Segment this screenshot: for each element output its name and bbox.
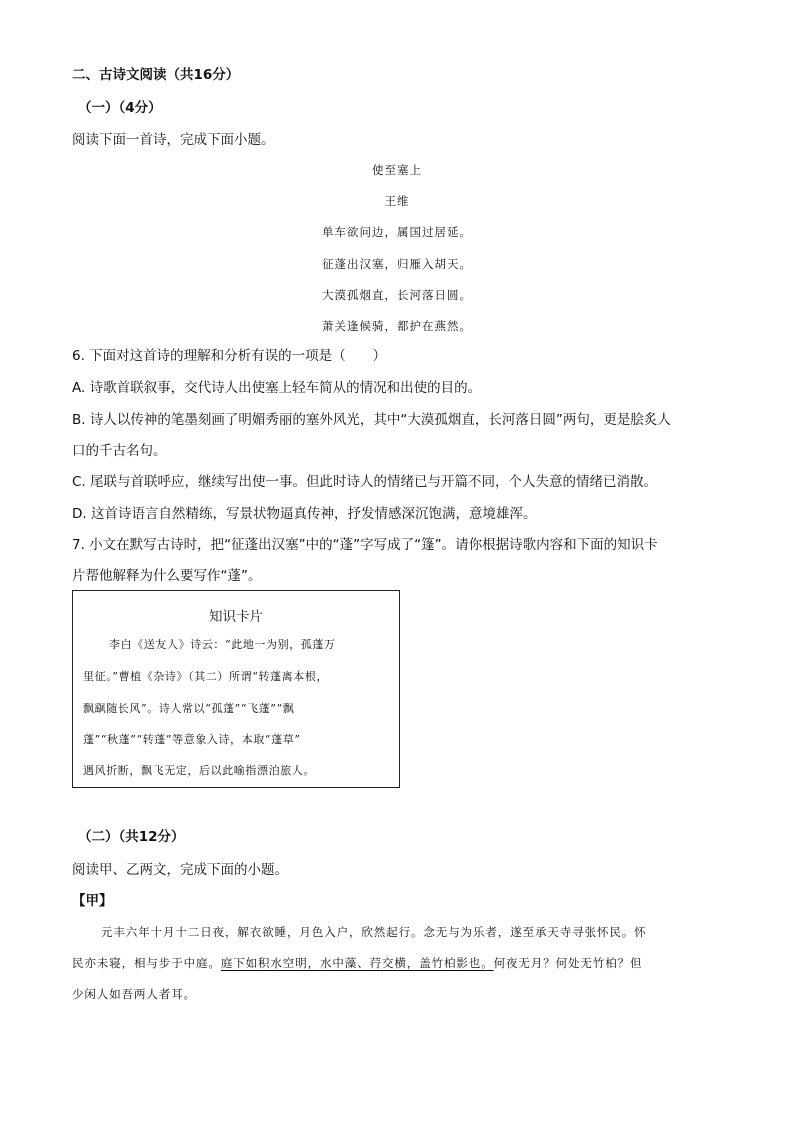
jia-text-line1: 元丰六年十月十二日夜，解衣欲睡，月色入户，欣然起行。念无与为乐者，遂至承天寺寻张怀民。怀 [101, 925, 647, 939]
knowledge-card-line: 李白《送友人》诗云：“此地一为别，孤蓬万 [109, 638, 336, 651]
jia-underlined-sentence: 庭下如积水空明，水中藻、荇交横，盖竹柏影也。 [220, 956, 494, 970]
question-6-option-c: C. 尾联与首联呼应，继续写出使一事。但此时诗人的情绪已与开篇不同，个人失意的情绪已消散。 [72, 474, 658, 490]
knowledge-card-line: 里征。”曹植《杂诗》（其二）所谓“转蓬离本根， [83, 670, 329, 683]
jia-text-line2 [72, 955, 642, 971]
question-7-line1: 7. 小文在默写古诗时，把“征蓬出汉塞”中的“蓬”字写成了“篷”。请你根据诗歌内容和下面的知识卡 [72, 537, 658, 553]
question-6-option-b-cont: 口的千古名句。 [72, 443, 167, 459]
knowledge-card-line: 遇风折断，飘飞无定，后以此喻指漂泊旅人。 [83, 764, 315, 777]
question-6-stem: 6. 下面对这首诗的理解和分析有误的一项是（ ） [72, 348, 387, 364]
part2-heading: （二）（共12分） [78, 829, 185, 845]
part2-instruction: 阅读甲、乙两文，完成下面的小题。 [72, 862, 288, 878]
knowledge-card-title: 知识卡片 [209, 609, 263, 625]
poem-line: 征蓬出汉塞，归雁入胡天。 [322, 257, 472, 271]
knowledge-card-line: 蓬”“秋蓬”“转蓬”等意象入诗，本取“蓬草” [83, 733, 301, 746]
knowledge-card-line: 飘飖随长风”。诗人常以“孤蓬”“飞蓬”“飘 [83, 702, 295, 715]
jia-text-plain: 民亦未寝，相与步于中庭。 [72, 956, 221, 970]
question-6-option-a: A. 诗歌首联叙事，交代诗人出使塞上轻车简从的情况和出使的目的。 [72, 380, 482, 396]
poem-title: 使至塞上 [372, 163, 422, 177]
question-7-line2: 片帮他解释为什么要写作“蓬”。 [72, 568, 262, 584]
jia-text-tail: 何夜无月？何处无竹柏？但 [493, 956, 643, 970]
question-6-option-b: B. 诗人以传神的笔墨刻画了明媚秀丽的塞外风光，其中“大漠孤烟直，长河落日圆”两句，更是脍炙人 [72, 412, 671, 428]
poem-line: 萧关逢候骑，都护在燕然。 [322, 319, 472, 333]
knowledge-card [72, 590, 400, 788]
question-6-option-d: D. 这首诗语言自然精练，写景状物逼真传神，抒发情感深沉饱满，意境雄浑。 [72, 506, 537, 522]
poem-line: 单车欲问边，属国过居延。 [322, 225, 472, 239]
section-title: 二、古诗文阅读（共16分） [72, 67, 240, 83]
part1-instruction: 阅读下面一首诗，完成下面小题。 [72, 132, 275, 148]
poem-line: 大漠孤烟直，长河落日圆。 [322, 288, 472, 302]
poem-author: 王维 [384, 194, 410, 208]
jia-label: 【甲】 [72, 893, 113, 909]
part1-heading: （一）（4分） [78, 100, 162, 116]
jia-text-line3: 少闲人如吾两人者耳。 [72, 987, 196, 1001]
